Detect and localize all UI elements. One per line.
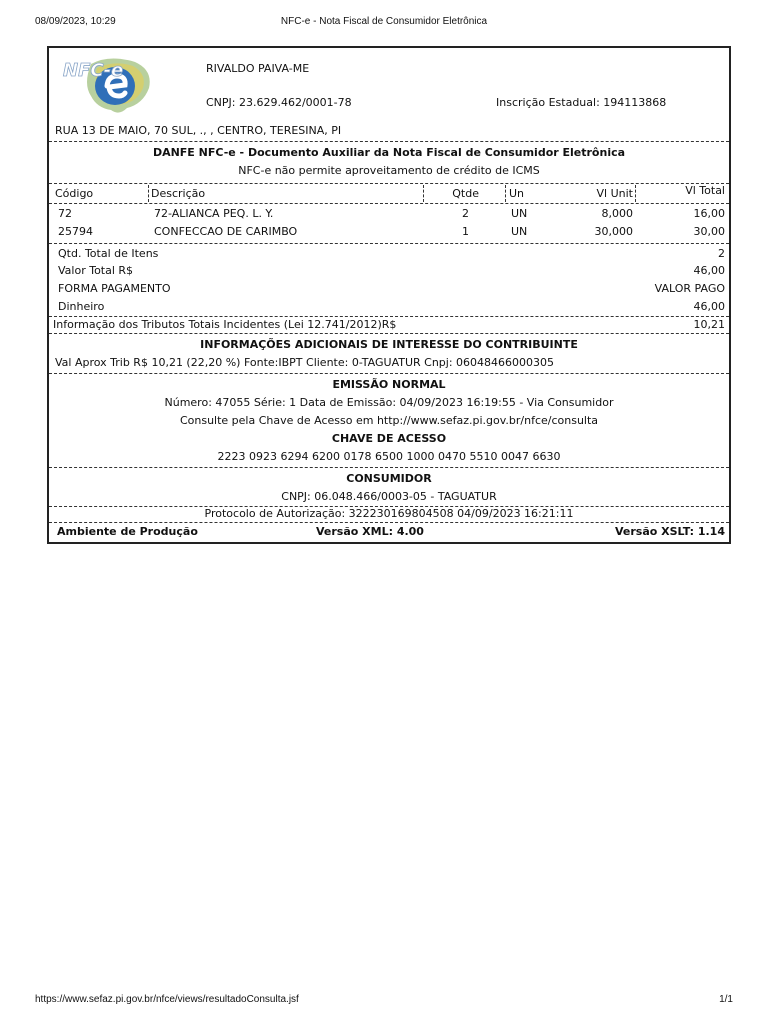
- item-unit: UN: [511, 225, 528, 238]
- print-datetime: 08/09/2023, 10:29: [35, 16, 116, 27]
- emission-title: EMISSÃO NORMAL: [332, 378, 446, 391]
- xml-version: Versão XML: 4.00: [316, 525, 424, 538]
- divider: [49, 243, 729, 244]
- col-header-qty: Qtde: [452, 187, 479, 200]
- item-unit-price: 30,000: [594, 225, 633, 238]
- payment-label: FORMA PAGAMENTO: [58, 282, 171, 295]
- divider: [49, 203, 729, 204]
- additional-info-text: Val Aprox Trib R$ 10,21 (22,20 %) Fonte:IBPT Cliente: 0-TAGUATUR Cnpj: 06048466000305: [55, 356, 555, 369]
- item-code: 25794: [58, 225, 93, 238]
- access-key: 2223 0923 6294 6200 0178 6500 1000 0470 5510 0047 6630: [217, 450, 561, 463]
- item-code: 72: [58, 207, 72, 220]
- column-divider: [635, 185, 636, 202]
- authorization-protocol: Protocolo de Autorização: 322230169804508 04/09/2023 16:21:11: [204, 507, 574, 520]
- issuer-name: RIVALDO PAIVA-ME: [206, 62, 310, 75]
- danfe-title: DANFE NFC-e - Documento Auxiliar da Nota Fiscal de Consumidor Eletrônica: [152, 146, 626, 159]
- item-qty: 2: [462, 207, 469, 220]
- nfce-receipt: [47, 46, 731, 544]
- item-qty: 1: [462, 225, 469, 238]
- total-value: 46,00: [693, 264, 725, 277]
- col-header-description: Descrição: [151, 187, 206, 200]
- divider: [49, 183, 729, 184]
- environment-label: Ambiente de Produção: [57, 525, 198, 538]
- emission-details: Número: 47055 Série: 1 Data de Emissão: 04/09/2023 16:19:55 - Via Consumidor: [164, 396, 614, 409]
- issuer-cnpj: CNPJ: 23.629.462/0001-78: [206, 96, 352, 109]
- taxes-value: 10,21: [693, 318, 725, 331]
- column-divider: [505, 185, 506, 202]
- divider: [49, 141, 729, 142]
- col-header-unit-price: Vl Unit: [596, 187, 633, 200]
- print-page-number: 1/1: [719, 994, 733, 1005]
- paid-label: VALOR PAGO: [654, 282, 725, 295]
- payment-method: Dinheiro: [58, 300, 105, 313]
- total-items-label: Qtd. Total de Itens: [58, 247, 159, 260]
- column-divider: [148, 185, 149, 202]
- item-total: 30,00: [693, 225, 725, 238]
- item-description: 72-ALIANCA PEQ. L. Y.: [154, 207, 274, 220]
- payment-value: 46,00: [693, 300, 725, 313]
- divider: [49, 373, 729, 374]
- table-row: [49, 225, 729, 242]
- item-total: 16,00: [693, 207, 725, 220]
- print-header: [0, 16, 768, 30]
- consumer-title: CONSUMIDOR: [346, 472, 432, 485]
- xslt-version: Versão XSLT: 1.14: [614, 525, 725, 538]
- divider: [49, 467, 729, 468]
- consult-text: Consulte pela Chave de Acesso em http://www.sefaz.pi.gov.br/nfce/consulta: [179, 414, 599, 427]
- consumer-cnpj: CNPJ: 06.048.466/0003-05 - TAGUATUR: [281, 490, 497, 503]
- column-divider: [423, 185, 424, 202]
- col-header-total: Vl Total: [685, 184, 725, 197]
- col-header-code: Código: [55, 187, 94, 200]
- print-footer: [0, 994, 768, 1008]
- total-value-label: Valor Total R$: [58, 264, 134, 277]
- divider: [49, 333, 729, 334]
- issuer-address: RUA 13 DE MAIO, 70 SUL, ., , CENTRO, TERESINA, PI: [55, 124, 342, 137]
- divider: [49, 316, 729, 317]
- total-items-value: 2: [718, 247, 725, 260]
- col-header-unit: Un: [509, 187, 525, 200]
- table-row: [49, 207, 729, 224]
- issuer-ie: Inscrição Estadual: 194113868: [496, 96, 667, 109]
- access-key-title: CHAVE DE ACESSO: [331, 432, 447, 445]
- danfe-subtitle: NFC-e não permite aproveitamento de crédito de ICMS: [238, 164, 540, 177]
- item-unit-price: 8,000: [601, 207, 633, 220]
- taxes-label: Informação dos Tributos Totais Incidentes (Lei 12.741/2012)R$: [53, 318, 397, 331]
- print-url: https://www.sefaz.pi.gov.br/nfce/views/resultadoConsulta.jsf: [35, 994, 299, 1005]
- item-description: CONFECCAO DE CARIMBO: [154, 225, 298, 238]
- print-page-title: NFC-e - Nota Fiscal de Consumidor Eletrônica: [280, 16, 488, 27]
- additional-info-title: INFORMAÇÕES ADICIONAIS DE INTERESSE DO CONTRIBUINTE: [200, 338, 578, 351]
- logo-text: NFC-e: [63, 60, 124, 81]
- nfce-logo-icon: [57, 52, 157, 118]
- divider: [49, 522, 729, 523]
- item-unit: UN: [511, 207, 528, 220]
